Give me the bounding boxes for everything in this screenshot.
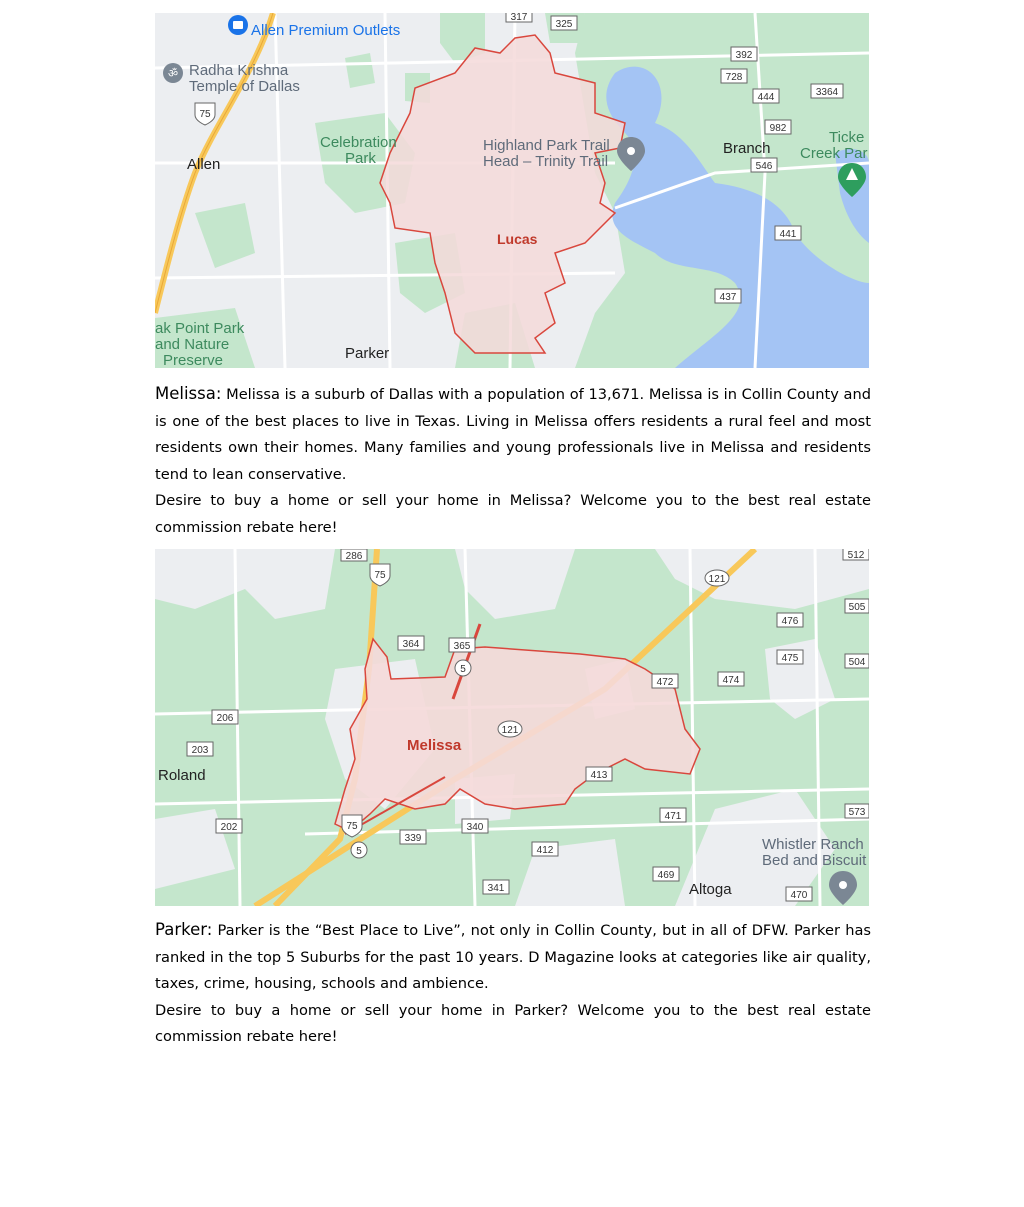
route-shield xyxy=(653,867,679,881)
parker-cta: Desire to buy a home or sell your home in Parker? Welcome you to the best real estate commission rebate here! xyxy=(155,1001,871,1046)
state-route-shield xyxy=(455,660,471,676)
svg-text:412: 412 xyxy=(536,845,554,856)
svg-text:5: 5 xyxy=(460,664,466,675)
route-shield xyxy=(775,226,801,240)
svg-text:546: 546 xyxy=(755,161,773,172)
celebration-label-1: Celebration xyxy=(320,134,397,151)
state-route-shield xyxy=(351,842,367,858)
oak-label-2: and Nature xyxy=(155,336,230,353)
route-shield xyxy=(216,819,242,833)
highland-label-2: Head – Trinity Trail xyxy=(483,153,609,170)
temple-pin-icon[interactable] xyxy=(163,63,183,83)
route-shield xyxy=(483,880,509,894)
altoga-label: Altoga xyxy=(689,881,732,898)
ticke-label-1: Ticke xyxy=(829,129,865,146)
route-shield xyxy=(532,842,558,856)
svg-text:75: 75 xyxy=(374,570,386,581)
parker-label: Parker xyxy=(345,345,390,362)
svg-text:476: 476 xyxy=(781,616,799,627)
svg-text:982: 982 xyxy=(769,123,787,134)
route-shield xyxy=(765,120,791,134)
route-shield xyxy=(777,650,803,664)
route-shield xyxy=(718,672,744,686)
route-shield xyxy=(187,742,213,756)
branch-label: Branch xyxy=(723,140,771,157)
svg-text:471: 471 xyxy=(664,811,682,822)
svg-text:202: 202 xyxy=(220,822,238,833)
svg-text:444: 444 xyxy=(757,92,775,103)
parker-heading: Parker: xyxy=(155,920,213,939)
svg-text:365: 365 xyxy=(453,641,471,652)
svg-text:3364: 3364 xyxy=(815,87,839,98)
svg-text:504: 504 xyxy=(848,657,866,668)
svg-text:121: 121 xyxy=(708,574,726,585)
route-shield xyxy=(212,710,238,724)
melissa-section xyxy=(155,381,871,542)
route-shield xyxy=(586,767,612,781)
ticke-label-2: Creek Par xyxy=(800,145,868,162)
svg-text:392: 392 xyxy=(735,50,753,61)
svg-text:469: 469 xyxy=(657,870,675,881)
svg-text:441: 441 xyxy=(779,229,797,240)
allen-outlets-pin-icon[interactable] xyxy=(228,15,248,35)
route-shield xyxy=(845,654,869,668)
route-shield xyxy=(721,69,747,83)
svg-text:512: 512 xyxy=(847,550,865,561)
svg-text:75: 75 xyxy=(346,821,358,832)
svg-text:341: 341 xyxy=(487,883,505,894)
route-shield xyxy=(660,808,686,822)
melissa-heading: Melissa: xyxy=(155,384,222,403)
svg-text:5: 5 xyxy=(356,846,362,857)
parker-section xyxy=(155,917,871,1051)
allen-outlets-label: Allen Premium Outlets xyxy=(251,22,401,39)
lucas-map[interactable] xyxy=(155,13,869,368)
svg-text:203: 203 xyxy=(191,745,209,756)
svg-text:475: 475 xyxy=(781,653,799,664)
route-shield xyxy=(551,16,577,30)
svg-text:474: 474 xyxy=(722,675,740,686)
route-shield xyxy=(341,549,367,562)
svg-text:317: 317 xyxy=(510,13,528,23)
parker-description xyxy=(155,917,871,998)
svg-text:470: 470 xyxy=(790,890,808,901)
route-shield xyxy=(715,289,741,303)
whistler-label-1: Whistler Ranch xyxy=(762,836,864,853)
svg-text:573: 573 xyxy=(848,807,866,818)
melissa-text: Melissa is a suburb of Dallas with a population of 13,671. Melissa is in Collin County and is one of the best places to live in Texas. Living in Melissa offers residents a rural feel and most residents own their homes. Many families and young professionals live in Melissa and residents tend to lean conservative. xyxy=(155,386,871,483)
melissa-city-label: Melissa xyxy=(407,737,462,754)
route-shield xyxy=(506,13,532,23)
svg-text:505: 505 xyxy=(848,602,866,613)
route-shield xyxy=(462,819,488,833)
route-shield xyxy=(777,613,803,627)
melissa-map[interactable] xyxy=(155,549,869,906)
svg-text:364: 364 xyxy=(402,639,420,650)
route-shield xyxy=(398,636,424,650)
state-route-shield xyxy=(705,570,729,586)
route-shield xyxy=(652,674,678,688)
allen-label: Allen xyxy=(187,156,221,173)
svg-text:339: 339 xyxy=(404,833,422,844)
svg-text:325: 325 xyxy=(555,19,573,30)
lucas-city-label: Lucas xyxy=(497,231,538,247)
route-shield xyxy=(843,549,869,561)
svg-text:206: 206 xyxy=(216,713,234,724)
svg-text:728: 728 xyxy=(725,72,743,83)
route-shield xyxy=(845,599,869,613)
melissa-cta: Desire to buy a home or sell your home in Melissa? Welcome you to the best real estate commission rebate here! xyxy=(155,492,871,536)
temple-label-1: Radha Krishna xyxy=(189,62,289,79)
svg-text:340: 340 xyxy=(466,822,484,833)
svg-text:413: 413 xyxy=(590,770,608,781)
whistler-label-2: Bed and Biscuit xyxy=(762,852,867,869)
route-shield xyxy=(811,84,843,98)
route-shield xyxy=(845,804,869,818)
route-shield xyxy=(786,887,812,901)
parker-text: Parker is the “Best Place to Live”, not only in Collin County, but in all of DFW. Parker has ranked in the top 5 Suburbs for the past 10 years. D Magazine looks at categories like air quality, taxes, crime, housing, schools and ambience. xyxy=(155,922,871,993)
state-route-shield xyxy=(498,721,522,737)
svg-text:ॐ: ॐ xyxy=(167,67,179,80)
celebration-label-2: Park xyxy=(345,150,376,167)
svg-text:121: 121 xyxy=(501,725,519,736)
highland-label-1: Highland Park Trail xyxy=(483,137,610,154)
roland-label: Roland xyxy=(158,767,206,784)
route-shield xyxy=(753,89,779,103)
route-shield xyxy=(731,47,757,61)
oak-label-1: ak Point Park xyxy=(155,320,245,337)
svg-text:437: 437 xyxy=(719,292,737,303)
svg-text:75: 75 xyxy=(199,109,211,120)
svg-text:286: 286 xyxy=(345,551,363,562)
temple-label-2: Temple of Dallas xyxy=(189,78,300,95)
melissa-description xyxy=(155,381,871,488)
svg-text:472: 472 xyxy=(656,677,674,688)
oak-label-3: Preserve xyxy=(163,352,224,368)
route-shield xyxy=(400,830,426,844)
route-shield xyxy=(449,638,475,652)
route-shield xyxy=(751,158,777,172)
